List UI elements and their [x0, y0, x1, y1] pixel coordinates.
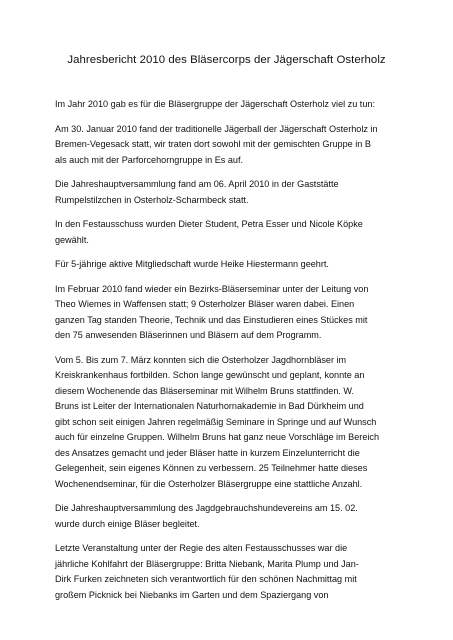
text-line: Am 30. Januar 2010 fand der traditionelle Jägerball der Jägerschaft Osterholz in [55, 123, 378, 134]
document-body [55, 97, 415, 612]
text-line: gibt schon seit einigen Jahren regelmäßig Seminare in Springe und auf Wunsch [55, 416, 377, 427]
text-line: ganzen Tag standen Theorie, Technik und das Einstudieren eines Stückes mit [55, 314, 368, 325]
text-line: In den Festausschuss wurden Dieter Student, Petra Esser und Nicole Köpke [55, 219, 363, 229]
paragraph-6 [55, 282, 415, 344]
text-line: Für 5-jährige aktive Mitgliedschaft wurde Heike Hiestermann geehrt. [55, 259, 329, 269]
text-line: diesem Wochenende das Bläserseminar mit Wilhelm Bruns stattfinden. W. [55, 385, 355, 396]
text-line: Rumpelstilzchen in Osterholz-Scharmbeck statt. [55, 194, 249, 205]
paragraph-3 [55, 177, 415, 208]
text-line: Im Jahr 2010 gab es für die Bläsergruppe der Jägerschaft Osterholz viel zu tun: [55, 99, 375, 109]
text-line: Wochenendseminar, für die Osterholzer Bläsergruppe eine stattliche Anzahl. [55, 478, 363, 489]
text-line: als auch mit der Parforcehorngruppe in Es auf. [55, 154, 244, 165]
text-line: Vom 5. Bis zum 7. März konnten sich die Osterholzer Jagdhornbläser im [55, 354, 347, 365]
text-line: Gelegenheit, sein eigenes Können zu verbessern. 25 Teilnehmer hatte dieses [55, 463, 368, 473]
text-line: Im Februar 2010 fand wieder ein Bezirks-Bläserseminar unter der Leitung von [55, 283, 369, 294]
paragraph-4 [55, 217, 415, 248]
text-line: gewählt. [55, 234, 89, 245]
text-line: auch für einzelne Gruppen. Wilhelm Bruns hat ganz neue Vorschläge im Bereich [55, 432, 380, 442]
text-line: Kreiskrankenhaus fortbilden. Schon lange gewünscht und geplant, konnte an [55, 370, 365, 380]
paragraph-7 [55, 353, 415, 493]
text-line: den 75 anwesenden Bläserinnen und Bläsern auf dem Programm. [55, 330, 322, 340]
text-line: wurde durch einige Bläser begleitet. [55, 518, 200, 529]
text-line: Die Jahreshauptversammlung fand am 06. April 2010 in der Gaststätte [55, 179, 339, 189]
text-line: Letzte Veranstaltung unter der Regie des alten Festausschusses war die [55, 543, 348, 553]
paragraph-9 [55, 541, 415, 603]
text-line: Bruns ist Leiter der Internationalen Naturhornakademie in Bad Dürkheim und [55, 401, 364, 411]
document-title: Jahresbericht 2010 des Bläsercorps der Jägerschaft Osterholz [67, 54, 386, 66]
paragraph-2 [55, 122, 415, 169]
text-line: großem Picknick bei Niebanks im Garten und dem Spaziergang von [55, 589, 329, 600]
text-line: Theo Wiemes in Waffensen statt; 9 Osterholzer Bläser waren dabei. Einen [55, 299, 355, 309]
text-line: des Ansatzes gemacht und jeder Bläser hatte in kurzem Einzelunterricht die [55, 447, 360, 458]
text-line: Dirk Furken zeichneten sich verantwortlich für den schönen Nachmittag mit [55, 574, 357, 584]
text-line: Bremen-Vegesack statt, wir traten dort sowohl mit der gemischten Gruppe in B [55, 139, 371, 149]
paragraph-8 [55, 501, 415, 532]
text-line: Die Jahreshauptversammlung des Jagdgebrauchshundevereins am 15. 02. [55, 503, 358, 513]
paragraph-5 [55, 257, 415, 273]
text-line: jährliche Kohlfahrt der Bläsergruppe: Britta Niebank, Marita Plump und Jan- [55, 558, 359, 569]
paragraph-1 [55, 97, 415, 113]
